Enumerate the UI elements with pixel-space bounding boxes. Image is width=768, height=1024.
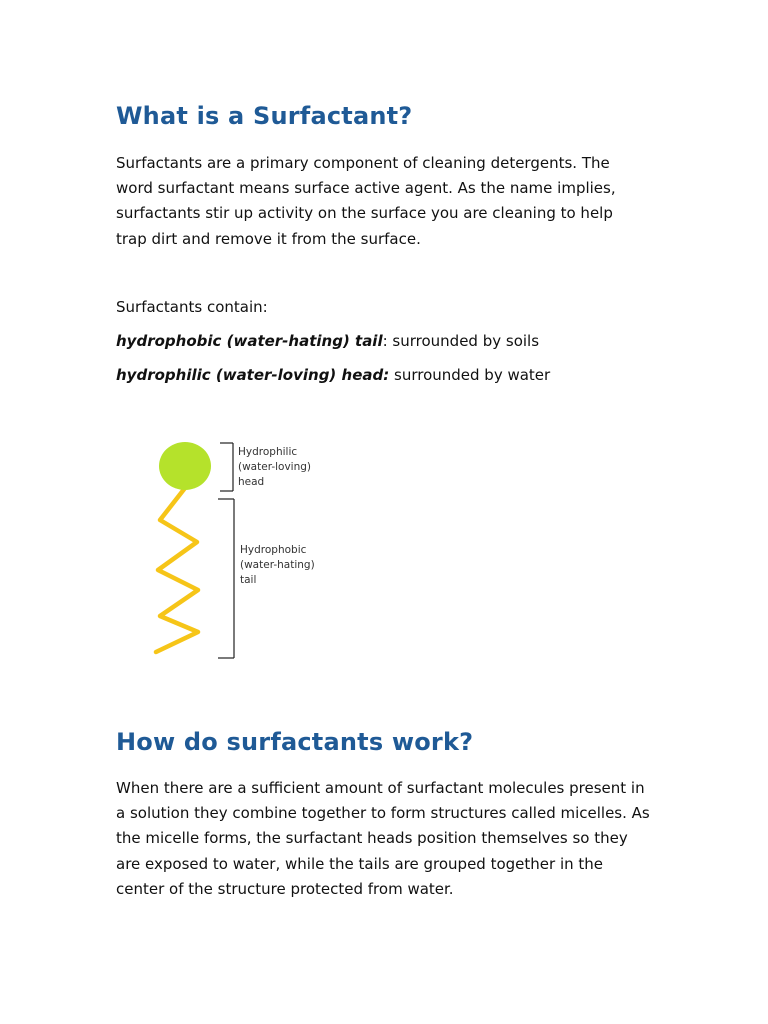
surfactant-head-circle [159, 442, 211, 490]
contains-intro: Surfactants contain: [116, 298, 268, 316]
head-description: surrounded by water [389, 366, 551, 384]
surfactant-tail-zigzag [156, 488, 198, 652]
head-term: hydrophilic (water-loving) head: [116, 366, 390, 384]
tail-term: hydrophobic (water-hating) tail [116, 332, 383, 350]
intro-paragraph: Surfactants are a primary component of cleaning detergents. The word surfactant means surface active agent. As the name implies, surfactants stir up activity on the surface you are cleaning to help trap dirt and remove it from the surface. [116, 154, 616, 248]
tail-label: Hydrophobic (water-hating) tail [240, 544, 315, 586]
tail-description: : surrounded by soils [382, 332, 540, 350]
tail-definition [116, 329, 539, 354]
head-bracket [220, 443, 233, 491]
micelle-paragraph: When there are a sufficient amount of surfactant molecules present in a solution they combine together to form structures called micelles. As the micelle forms, the surfactant heads position themselves so they are exposed to water, while the tails are grouped together in the center of the structure protected from water. [116, 779, 650, 898]
head-definition [116, 363, 550, 388]
surfactant-molecule-diagram [140, 430, 340, 670]
section-title-what-is-surfactant: What is a Surfactant? [116, 102, 413, 130]
head-label: Hydrophilic (water-loving) head [238, 446, 312, 488]
section-title-how-surfactants-work: How do surfactants work? [116, 728, 474, 756]
tail-bracket [218, 499, 234, 658]
